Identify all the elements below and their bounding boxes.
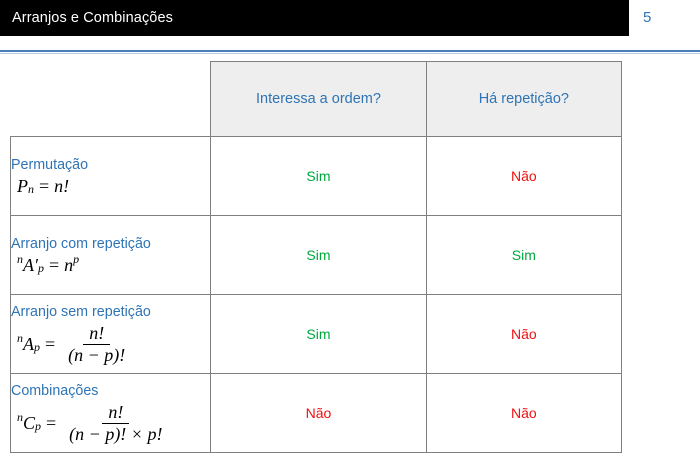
- cell-order-arranjo-sem-repeticao: Sim: [211, 295, 426, 374]
- cell-repetition-arranjo-com-repeticao: Sim: [426, 216, 621, 295]
- row-name: Arranjo sem repetição: [11, 303, 151, 320]
- table-header-row: [11, 62, 622, 137]
- cell-order-arranjo-com-repeticao: Sim: [211, 216, 426, 295]
- row-label-arranjo-sem-repeticao: [11, 295, 211, 374]
- formula-subscript: p: [34, 340, 40, 355]
- fraction-numerator: n!: [83, 324, 110, 345]
- formula-subscript: p: [35, 419, 42, 434]
- table-row: [11, 374, 622, 453]
- formula-rhs: n!: [54, 175, 70, 196]
- row-name: Permutação: [11, 156, 89, 173]
- header-divider-secondary: [0, 53, 700, 54]
- row-formula: n A′ p = n p: [17, 252, 80, 276]
- formula-subscript: n: [28, 182, 34, 197]
- row-label-combinacoes: [11, 374, 211, 453]
- row-label-permutacao: [11, 137, 211, 216]
- formula-superscript: p: [73, 252, 80, 267]
- cell-order-permutacao: Sim: [211, 137, 426, 216]
- row-formula: n C p = $\frac{n!}{(n - p)! \times p!}$: [11, 403, 210, 444]
- fraction-denominator: (n − p)! × p!: [69, 423, 163, 444]
- fraction-numerator: n!: [102, 403, 129, 424]
- formula-subscript: p: [37, 261, 44, 276]
- header-divider: [0, 50, 700, 52]
- column-header-repetition: Há repetição?: [426, 62, 621, 137]
- formula-presuperscript: n: [17, 252, 23, 267]
- formula-presuperscript: n: [17, 410, 23, 425]
- row-name: Arranjo com repetição: [11, 235, 151, 252]
- table-row: [11, 295, 622, 374]
- cell-order-combinacoes: Não: [211, 374, 426, 453]
- fraction-denominator: (n − p)!: [68, 344, 126, 365]
- column-header-order: Interessa a ordem?: [211, 62, 426, 137]
- table-row: [11, 216, 622, 295]
- formula-fraction: [62, 324, 131, 365]
- page-title: Arranjos e Combinações: [12, 10, 173, 26]
- table-row: [11, 137, 622, 216]
- row-formula: P n = n!: [17, 175, 70, 197]
- row-formula: n A p = $\frac{n!}{(n - p)!}$: [11, 324, 210, 365]
- slide-number: 5: [643, 9, 652, 26]
- comparison-table: [10, 61, 622, 453]
- slide-title-bar: [0, 0, 629, 36]
- formula-rhs: n: [64, 254, 74, 275]
- row-name: Combinações: [11, 382, 99, 399]
- cell-repetition-permutacao: Não: [426, 137, 621, 216]
- row-label-arranjo-com-repeticao: [11, 216, 211, 295]
- table-corner-cell: [11, 62, 211, 137]
- cell-repetition-arranjo-sem-repeticao: Não: [426, 295, 621, 374]
- cell-repetition-combinacoes: Não: [426, 374, 621, 453]
- formula-fraction: [63, 403, 168, 444]
- comparison-table-wrapper: [10, 61, 622, 453]
- formula-presuperscript: n: [17, 331, 23, 346]
